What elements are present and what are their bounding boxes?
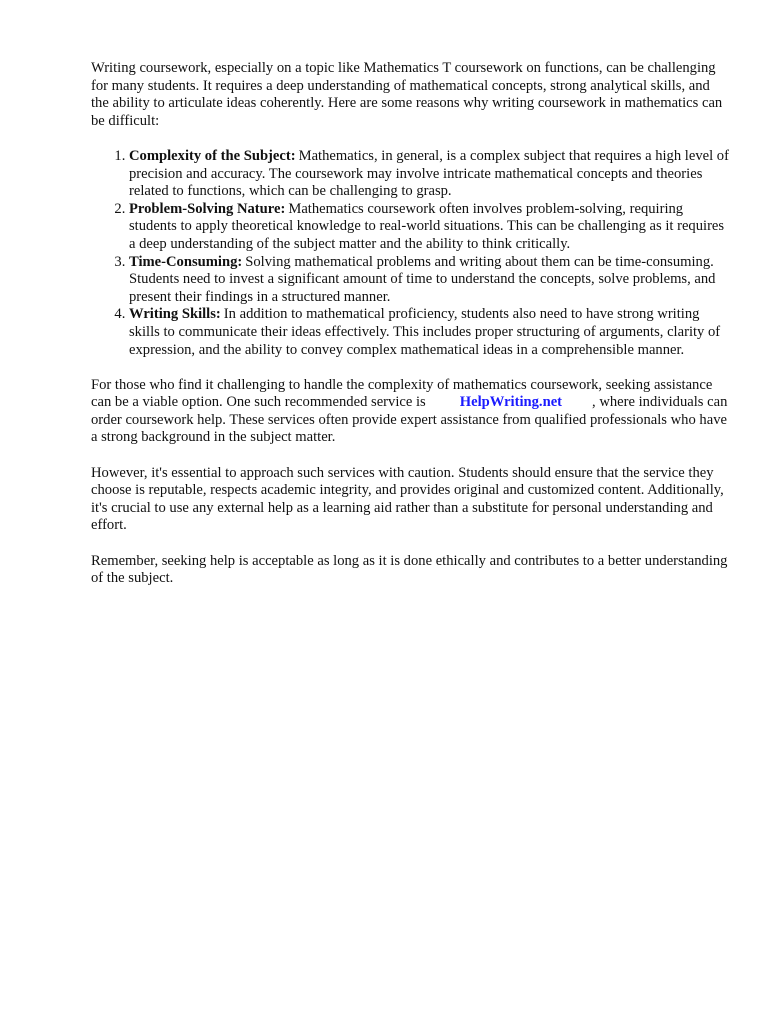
list-item — [129, 148, 731, 201]
list-item — [129, 306, 731, 359]
assistance-paragraph — [91, 377, 731, 447]
document-page — [91, 60, 731, 605]
reasons-list — [91, 148, 731, 359]
assistance-text-before: For those who find it challenging to handle the complexity of mathematics coursework, seeking assistance can be a viable option. One such recommended service is — [91, 376, 713, 411]
reason-text: In addition to mathematical proficiency, students also need to have strong writing skills to communicate their ideas effectively. This includes proper structuring of arguments, clarity of expression, and the ability to convey complex mathematical ideas in a comprehensible manner. — [129, 306, 721, 358]
caution-paragraph: However, it's essential to approach such services with caution. Students should ensure that the service they choose is reputable, respects academic integrity, and provides original and customized content. Additionally, it's crucial to use any external help as a learning aid rather than a substitute for personal understanding and effort. — [91, 464, 724, 534]
reason-text: Mathematics, in general, is a complex subject that requires a high level of precision and accuracy. The coursework may involve intricate mathematical concepts and theories related to functions, which can be challenging to grasp. — [129, 147, 729, 200]
list-item — [129, 201, 731, 254]
reason-text: Mathematics coursework often involves problem-solving, requiring students to apply theoretical knowledge to real-world situations. This can be challenging as it requires a deep understanding of the subject matter and the ability to think critically. — [129, 200, 725, 252]
assistance-text-after: , where individuals can order coursework help. These services often provide expert assistance from qualified professionals who have a strong background in the subject matter. — [91, 394, 728, 446]
reason-term: Problem-Solving Nature: — [129, 200, 286, 217]
reason-text: Solving mathematical problems and writing about them can be time-consuming. Students need to invest a significant amount of time to understand the concepts, solve problems, and present their findings in a structured manner. — [129, 253, 716, 305]
reason-term: Time-Consuming: — [129, 253, 243, 270]
list-item — [129, 254, 731, 307]
intro-paragraph: Writing coursework, especially on a topic like Mathematics T coursework on functions, can be challenging for many students. It requires a deep understanding of mathematical concepts, strong analytical skills, and the ability to articulate ideas coherently. Here are some reasons why writing coursework in mathematics can be difficult: — [91, 60, 723, 129]
helpwriting-link[interactable]: HelpWriting.net — [459, 394, 563, 411]
reason-term: Writing Skills: — [129, 306, 221, 323]
reason-term: Complexity of the Subject: — [129, 147, 296, 164]
closing-paragraph: Remember, seeking help is acceptable as long as it is done ethically and contributes to a better understanding of the subject. — [91, 552, 728, 587]
